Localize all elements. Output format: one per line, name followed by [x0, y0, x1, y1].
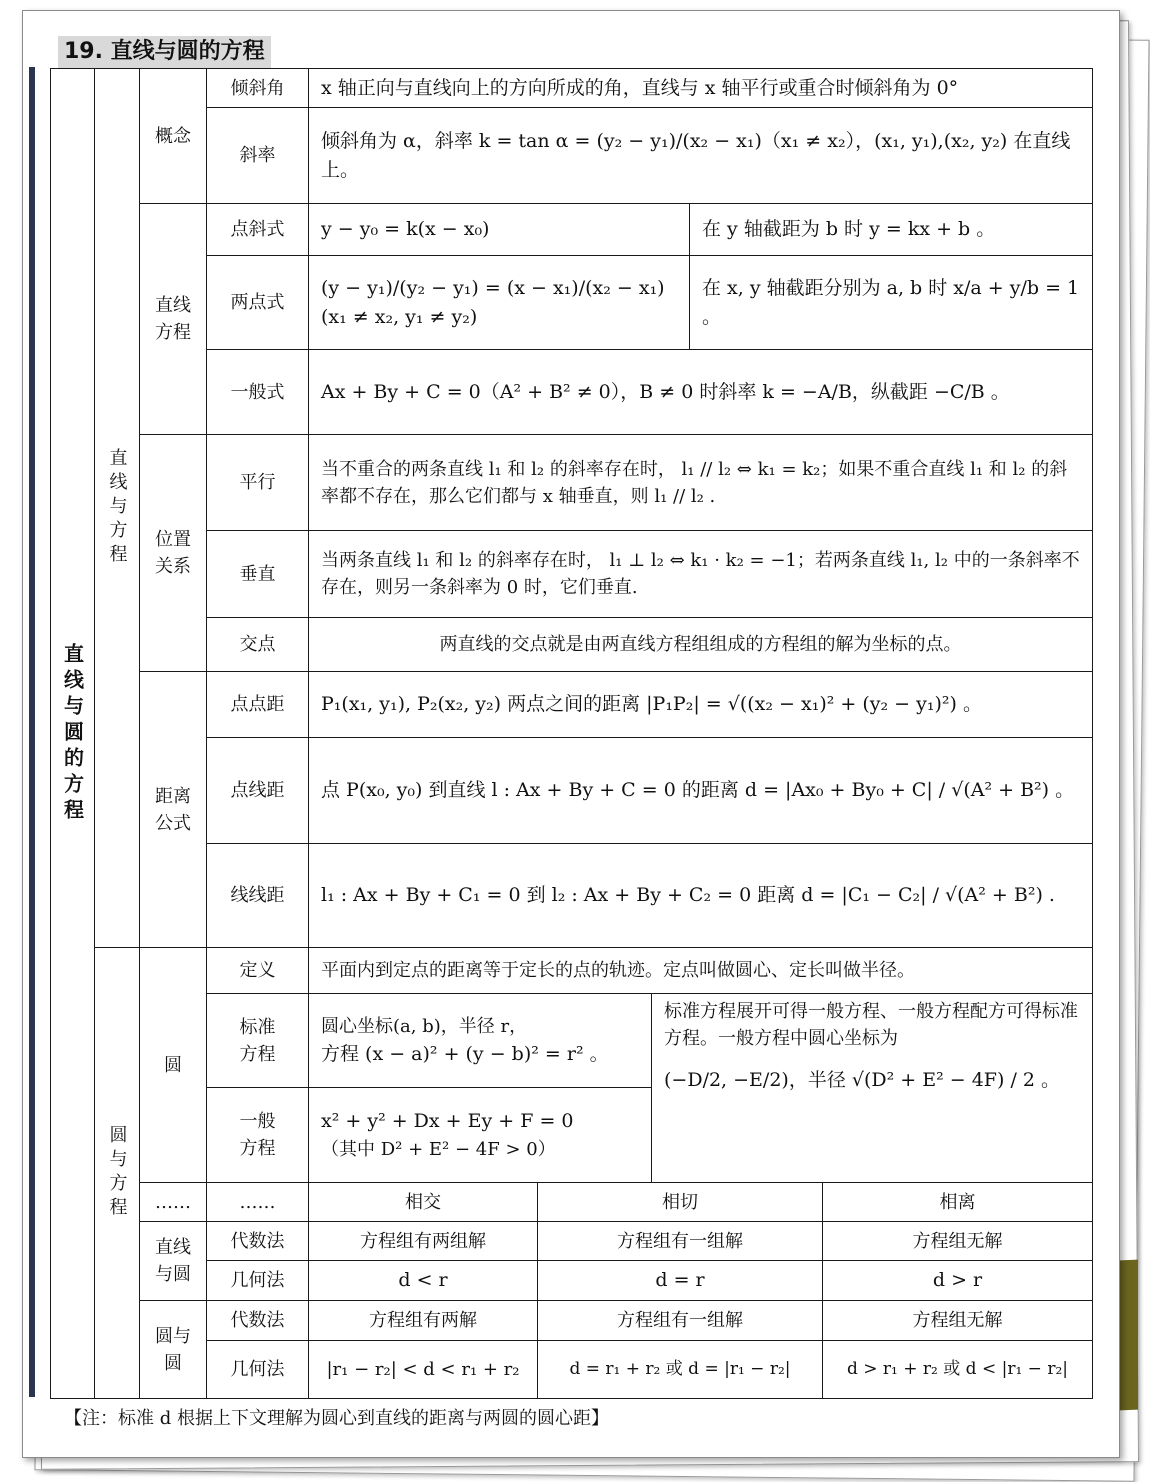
section-circle: 圆与方程 — [94, 947, 140, 1399]
page-spine — [29, 67, 35, 1397]
label-two-point: 两点式 — [206, 255, 309, 350]
text-general-equation — [308, 1087, 652, 1183]
text-point-line: 点 P(x₀, y₀) 到直线 l : Ax + By + C = 0 的距离 d = |Ax₀ + By₀ + C| / √(A² + B²) 。 — [308, 737, 1093, 844]
label-intersection: 交点 — [206, 617, 309, 672]
text-point-point: P₁(x₁, y₁), P₂(x₂, y₂) 两点之间的距离 |P₁P₂| = √((x₂ − x₁)² + (y₂ − y₁)²) 。 — [308, 671, 1093, 738]
text-perpendicular: 当两条直线 l₁ 和 l₂ 的斜率存在时， l₁ ⊥ l₂ ⇔ k₁ · k₂ = −1；若两条直线 l₁, l₂ 中的一条斜率不存在，则另一条斜率为 0 时，它们垂直. — [308, 530, 1093, 618]
label-point-point: 点点距 — [206, 671, 309, 738]
text-incline: x 轴正向与直线向上的方向所成的角，直线与 x 轴平行或重合时倾斜角为 0° — [308, 68, 1093, 108]
group-line-circle: 直线与圆 — [139, 1221, 207, 1301]
label-line-line: 线线距 — [206, 843, 309, 948]
cc-geo-intersect: |r₁ − r₂| < d < r₁ + r₂ — [308, 1340, 538, 1399]
standard-center-radius: 圆心坐标(a, b)，半径 r， — [321, 1015, 528, 1037]
text-two-point: (y − y₁)/(y₂ − y₁) = (x − x₁)/(x₂ − x₁) (x₁ ≠ x₂, y₁ ≠ y₂) — [308, 255, 690, 350]
cc-alg-separate: 方程组无解 — [822, 1300, 1093, 1341]
label-incline: 倾斜角 — [206, 68, 309, 108]
note-two-point: 在 x, y 轴截距分别为 a, b 时 x/a + y/b = 1 。 — [689, 255, 1093, 350]
label-standard-equation: 标准方程 — [206, 993, 309, 1088]
text-standard-equation — [308, 993, 652, 1088]
general-condition: （其中 D² + E² − 4F > 0） — [321, 1138, 556, 1160]
label-cc-algebraic: 代数法 — [206, 1300, 309, 1341]
label-definition: 定义 — [206, 947, 309, 994]
cc-geo-tangent: d = r₁ + r₂ 或 d = |r₁ − r₂| — [537, 1340, 823, 1399]
label-slope: 斜率 — [206, 107, 309, 204]
text-slope: 倾斜角为 α，斜率 k = tan α = (y₂ − y₁)/(x₂ − x₁)（x₁ ≠ x₂），(x₁, y₁),(x₂, y₂) 在直线上。 — [308, 107, 1093, 204]
note-circle-text: 标准方程展开可得一般方程、一般方程配方可得标准方程。一般方程中圆心坐标为 — [664, 1001, 1078, 1049]
standard-formula: 方程 (x − a)² + (y − b)² = r² 。 — [321, 1042, 609, 1065]
text-definition: 平面内到定点的距离等于定长的点的轨迹。定点叫做圆心、定长叫做半径。 — [308, 947, 1093, 994]
group-distance: 距离公式 — [139, 671, 207, 948]
label-perpendicular: 垂直 — [206, 530, 309, 618]
section-line: 直线与方程 — [94, 68, 140, 948]
lc-geo-separate: d > r — [822, 1260, 1093, 1301]
cc-alg-tangent: 方程组有一组解 — [537, 1300, 823, 1341]
lc-geo-intersect: d < r — [308, 1260, 538, 1301]
text-parallel: 当不重合的两条直线 l₁ 和 l₂ 的斜率存在时， l₁ // l₂ ⇔ k₁ = k₂；如果不重合直线 l₁ 和 l₂ 的斜率都不存在，那么它们都与 x 轴垂直，则 l₁ // l₂ . — [308, 434, 1093, 531]
general-formula: x² + y² + Dx + Ey + F = 0 — [321, 1110, 574, 1133]
label-parallel: 平行 — [206, 434, 309, 531]
rel-header-intersect: 相交 — [308, 1182, 538, 1222]
note-center-radius: (−D/2, −E/2)，半径 √(D² + E² − 4F) / 2 。 — [664, 1069, 1061, 1091]
column-main-topic: 直线与圆的方程 — [50, 68, 95, 1399]
book-edge — [1120, 1260, 1138, 1411]
label-general-form: 一般式 — [206, 349, 309, 435]
rel-header-dots-1: …… — [139, 1182, 207, 1222]
label-lc-geometric: 几何法 — [206, 1260, 309, 1301]
label-point-slope: 点斜式 — [206, 203, 309, 256]
text-general-form: Ax + By + C = 0（A² + B² ≠ 0），B ≠ 0 时斜率 k = −A/B，纵截距 −C/B 。 — [308, 349, 1093, 435]
label-cc-geometric: 几何法 — [206, 1340, 309, 1399]
text-line-line: l₁ : Ax + By + C₁ = 0 到 l₂ : Ax + By + C₂ = 0 距离 d = |C₁ − C₂| / √(A² + B²) . — [308, 843, 1093, 948]
lc-alg-tangent: 方程组有一组解 — [537, 1221, 823, 1261]
text-point-slope: y − y₀ = k(x − x₀) — [308, 203, 690, 256]
cc-alg-intersect: 方程组有两解 — [308, 1300, 538, 1341]
label-general-equation: 一般方程 — [206, 1087, 309, 1183]
label-point-line: 点线距 — [206, 737, 309, 844]
label-lc-algebraic: 代数法 — [206, 1221, 309, 1261]
group-circle: 圆 — [139, 947, 207, 1183]
rel-header-tangent: 相切 — [537, 1182, 823, 1222]
lc-alg-separate: 方程组无解 — [822, 1221, 1093, 1261]
group-circle-circle: 圆与圆 — [139, 1300, 207, 1399]
lc-alg-intersect: 方程组有两组解 — [308, 1221, 538, 1261]
group-position: 位置关系 — [139, 434, 207, 672]
note-point-slope: 在 y 轴截距为 b 时 y = kx + b 。 — [689, 203, 1093, 256]
group-line-equation: 直线方程 — [139, 203, 207, 435]
text-intersection: 两直线的交点就是由两直线方程组组成的方程组的解为坐标的点。 — [308, 617, 1093, 672]
group-concept: 概念 — [139, 68, 207, 204]
note-circle-equations — [651, 993, 1093, 1183]
cc-geo-separate: d > r₁ + r₂ 或 d < |r₁ − r₂| — [822, 1340, 1093, 1399]
page-title: 19. 直线与圆的方程 — [58, 36, 271, 68]
rel-header-dots-2: …… — [206, 1182, 309, 1222]
footnote: 【注：标准 d 根据上下文理解为圆心到直线的距离与两圆的圆心距】 — [64, 1408, 609, 1429]
rel-header-separate: 相离 — [822, 1182, 1093, 1222]
lc-geo-tangent: d = r — [537, 1260, 823, 1301]
